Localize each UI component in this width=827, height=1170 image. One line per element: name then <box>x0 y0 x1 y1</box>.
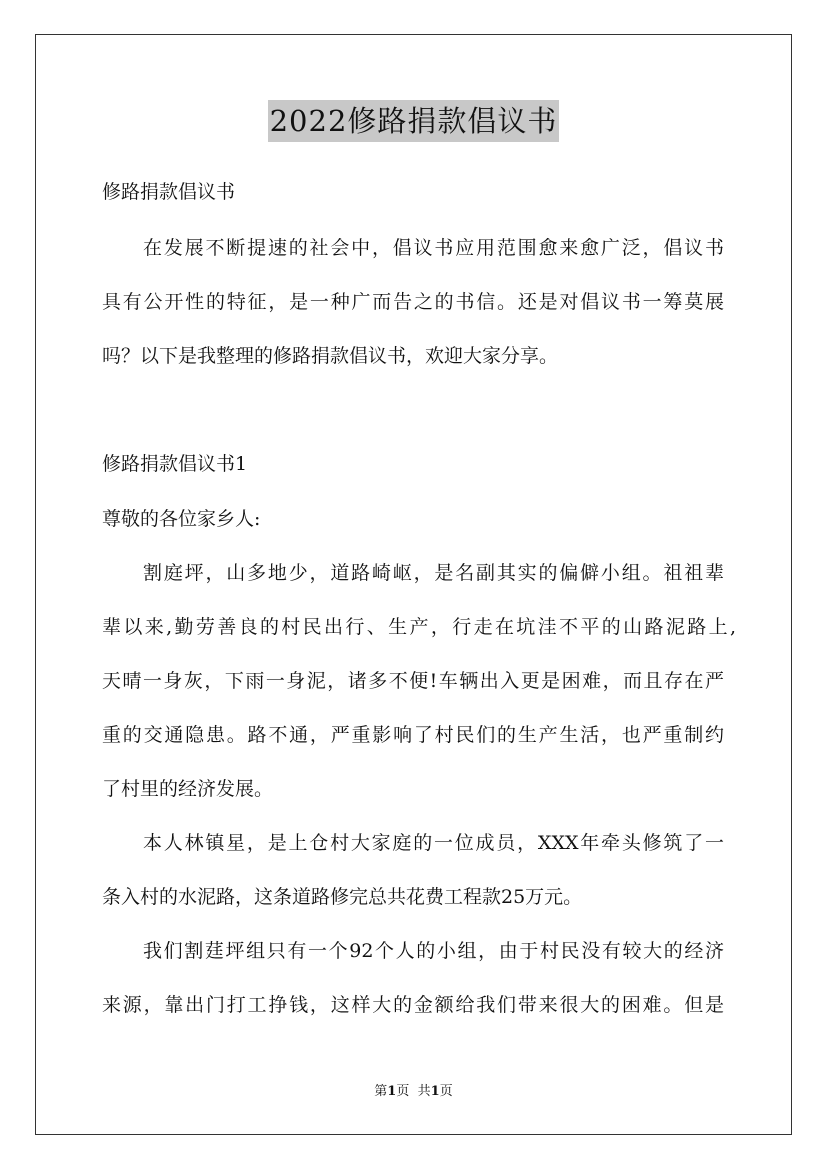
salutation: 尊敬的各位家乡人: <box>102 508 261 530</box>
total-label-suffix: 页 <box>439 1084 453 1099</box>
intro-line-2: 具有公开性的特征，是一种广而告之的书信。还是对倡议书一筹莫展 <box>102 291 724 313</box>
intro-line-1: 在发展不断提速的社会中，倡议书应用范围愈来愈广泛，倡议书 <box>143 237 724 259</box>
document-subtitle: 修路捐款倡议书 <box>102 181 236 203</box>
para2-line-2: 条入村的水泥路，这条道路修完总共花费工程款25万元。 <box>102 886 583 908</box>
page-number: 1 <box>387 1084 397 1099</box>
section-title: 修路捐款倡议书1 <box>102 453 248 475</box>
para1-line-4: 重的交通隐患。路不通，严重影响了村民们的生产生活，也严重制约 <box>102 724 724 746</box>
para1-line-3: 天晴一身灰，下雨一身泥，诸多不便!车辆出入更是困难，而且存在严 <box>102 670 724 692</box>
para3-line-1: 我们割莛坪组只有一个92个人的小组，由于村民没有较大的经济 <box>143 940 724 962</box>
page-footer <box>0 1083 827 1101</box>
para2-line-1: 本人林镇星，是上仓村大家庭的一位成员，XXX年牵头修筑了一 <box>143 832 724 854</box>
para1-line-1: 割庭坪，山多地少，道路崎岖，是名副其实的偏僻小组。祖祖辈 <box>143 562 724 584</box>
para1-line-5: 了村里的经济发展。 <box>102 778 274 800</box>
total-pages: 1 <box>430 1084 440 1099</box>
document-title: 2022修路捐款倡议书 <box>268 100 560 142</box>
page-label-suffix: 页 <box>396 1084 410 1099</box>
title-container <box>0 100 827 142</box>
para1-line-2: 辈以来,勤劳善良的村民出行、生产，行走在坑洼不平的山路泥路上, <box>102 616 736 638</box>
page-label-prefix: 第 <box>374 1084 388 1099</box>
total-label-prefix: 共 <box>417 1084 431 1099</box>
para3-line-2: 来源，靠出门打工挣钱，这样大的金额给我们带来很大的困难。但是 <box>102 994 724 1016</box>
intro-line-3: 吗？以下是我整理的修路捐款倡议书，欢迎大家分享。 <box>102 345 559 367</box>
